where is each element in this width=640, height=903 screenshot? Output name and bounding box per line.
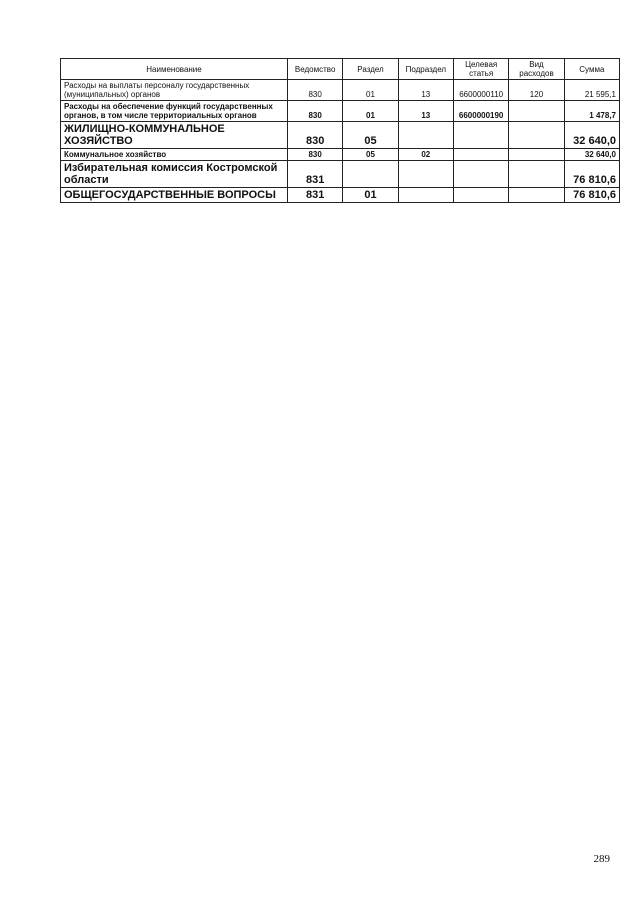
cell-razdel: 01 (343, 101, 398, 122)
col-header-statya: Целевая статья (453, 59, 508, 80)
cell-name: ЖИЛИЩНО-КОММУНАЛЬНОЕ ХОЗЯЙСТВО (61, 122, 288, 149)
cell-name: Коммунальное хозяйство (61, 149, 288, 161)
cell-name: Избирательная комиссия Костромской области (61, 161, 288, 188)
cell-razdel: 01 (343, 80, 398, 101)
table-row (61, 161, 620, 188)
cell-summa: 76 810,6 (564, 188, 619, 203)
col-header-vid: Вид расходов (509, 59, 564, 80)
cell-podrazdel: 13 (398, 101, 453, 122)
cell-ved: 830 (288, 149, 343, 161)
cell-razdel: 05 (343, 149, 398, 161)
cell-statya: 6600000110 (453, 80, 508, 101)
col-header-razdel: Раздел (343, 59, 398, 80)
table-header-row (61, 59, 620, 80)
cell-podrazdel (398, 122, 453, 149)
cell-statya: 6600000190 (453, 101, 508, 122)
cell-razdel: 01 (343, 188, 398, 203)
table-row (61, 101, 620, 122)
cell-statya (453, 161, 508, 188)
cell-podrazdel: 13 (398, 80, 453, 101)
budget-table-sheet (60, 58, 620, 203)
cell-name: Расходы на обеспечение функций государственных органов, в том числе территориальных органов (61, 101, 288, 122)
table-row (61, 80, 620, 101)
col-header-podrazdel: Подраздел (398, 59, 453, 80)
col-header-name: Наименование (61, 59, 288, 80)
cell-summa: 1 478,7 (564, 101, 619, 122)
cell-statya (453, 122, 508, 149)
cell-vid (509, 101, 564, 122)
cell-name: ОБЩЕГОСУДАРСТВЕННЫЕ ВОПРОСЫ (61, 188, 288, 203)
cell-ved: 831 (288, 161, 343, 188)
table-row (61, 149, 620, 161)
table-row (61, 122, 620, 149)
cell-summa: 21 595,1 (564, 80, 619, 101)
cell-podrazdel (398, 188, 453, 203)
cell-vid (509, 149, 564, 161)
cell-ved: 831 (288, 188, 343, 203)
cell-podrazdel (398, 161, 453, 188)
cell-vid (509, 122, 564, 149)
cell-vid (509, 161, 564, 188)
cell-vid (509, 188, 564, 203)
page-number: 289 (593, 853, 610, 865)
cell-name: Расходы на выплаты персоналу государственных (муниципальных) органов (61, 80, 288, 101)
cell-ved: 830 (288, 122, 343, 149)
cell-ved: 830 (288, 101, 343, 122)
table-row (61, 188, 620, 203)
cell-summa: 76 810,6 (564, 161, 619, 188)
cell-statya (453, 188, 508, 203)
col-header-ved: Ведомство (288, 59, 343, 80)
cell-statya (453, 149, 508, 161)
cell-razdel: 05 (343, 122, 398, 149)
cell-podrazdel: 02 (398, 149, 453, 161)
cell-summa: 32 640,0 (564, 149, 619, 161)
cell-ved: 830 (288, 80, 343, 101)
budget-table (60, 58, 620, 203)
cell-summa: 32 640,0 (564, 122, 619, 149)
col-header-summa: Сумма (564, 59, 619, 80)
cell-razdel (343, 161, 398, 188)
cell-vid: 120 (509, 80, 564, 101)
